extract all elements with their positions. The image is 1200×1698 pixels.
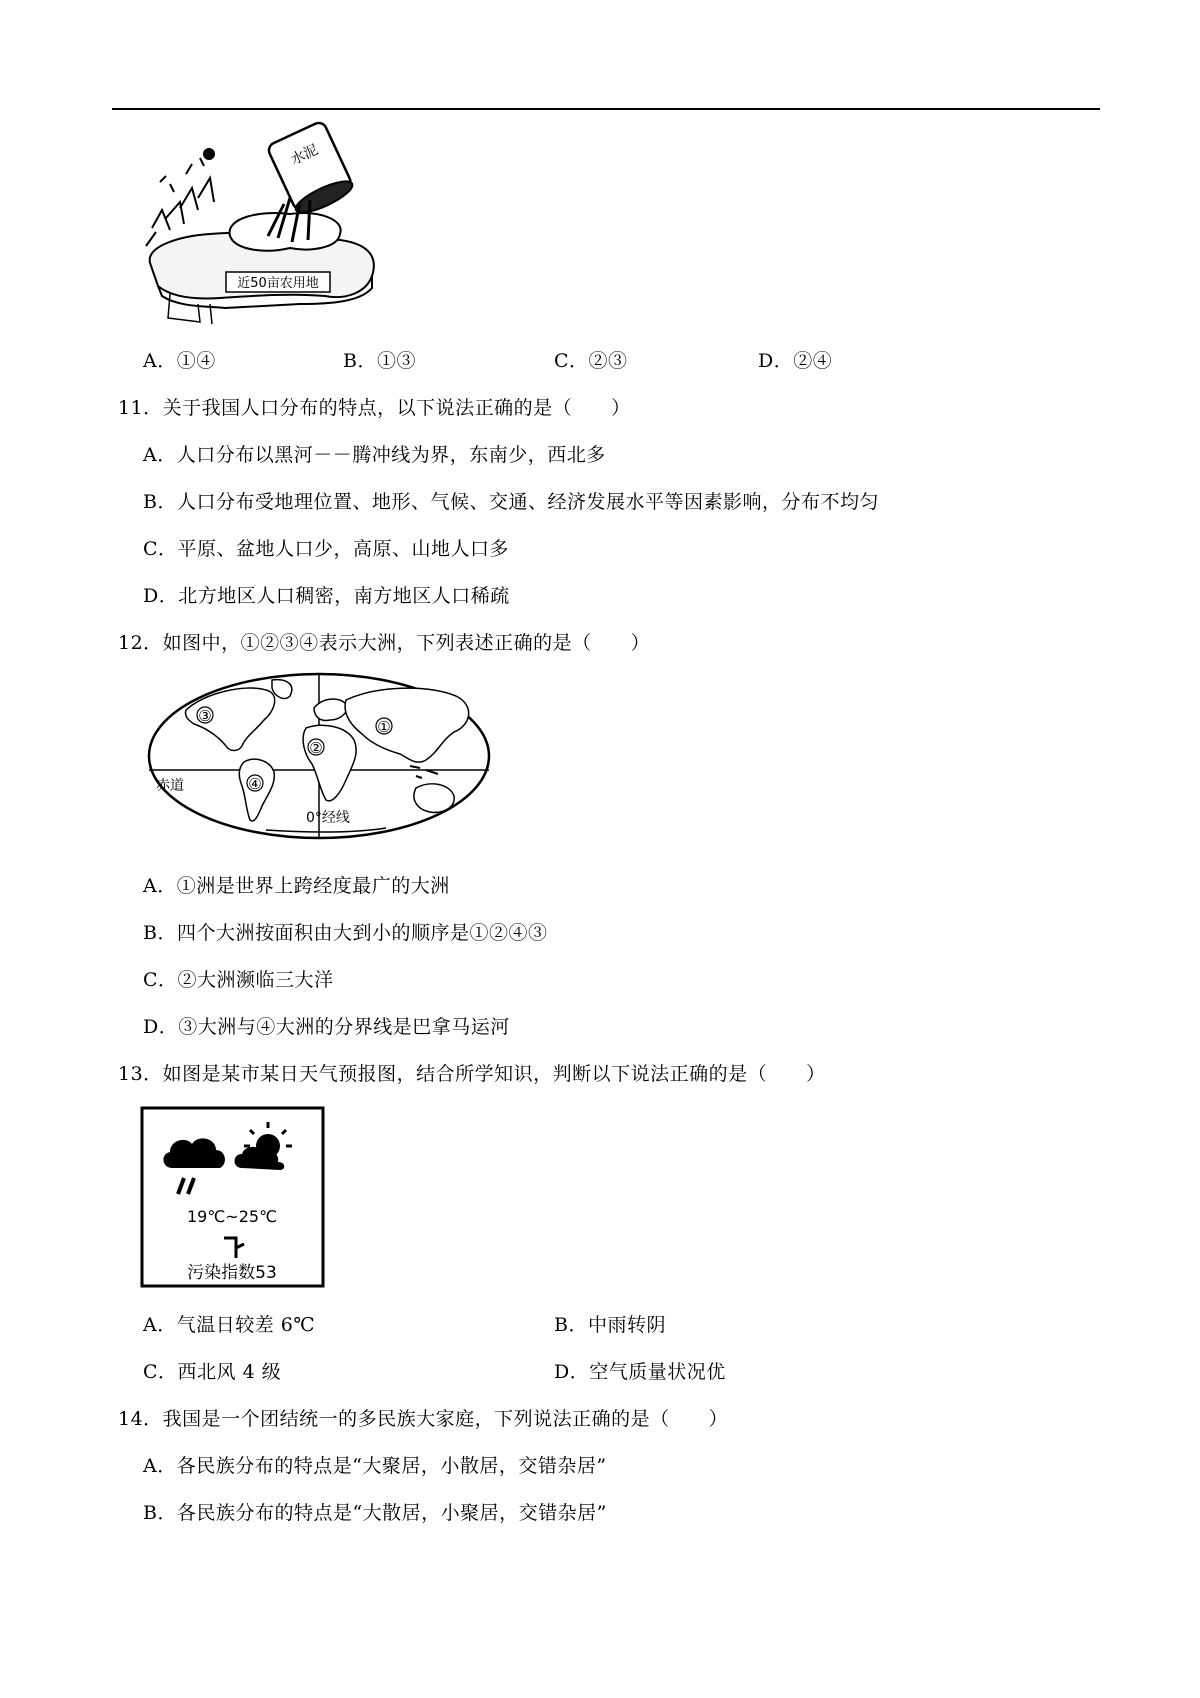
q11-option-c: C．平原、盆地人口少，高原、山地人口多	[143, 538, 510, 560]
land-label: 近50亩农用地	[237, 276, 319, 291]
equator-label: 赤道	[156, 778, 184, 794]
q11-option-b: B．人口分布受地理位置、地形、气候、交通、经济发展水平等因素影响，分布不均匀	[143, 491, 879, 513]
marker-2: ②	[309, 739, 323, 757]
q12-option-b: B．四个大洲按面积由大到小的顺序是①②④③	[143, 922, 548, 944]
option-d: D．②④	[758, 350, 833, 372]
can-label: 水泥	[288, 142, 321, 169]
q14-option-b: B．各民族分布的特点是“大散居，小聚居，交错杂居”	[143, 1502, 607, 1524]
q12-option-d: D．③大洲与④大洲的分界线是巴拿马运河	[143, 1016, 510, 1038]
weather-forecast-figure	[140, 1106, 325, 1288]
q12-option-c: C．②大洲濒临三大洋	[143, 969, 334, 991]
q13-option-c: C．西北风 4 级	[143, 1361, 282, 1383]
world-map-figure	[146, 670, 494, 842]
question-12-stem: 12．如图中，①②③④表示大洲，下列表述正确的是（ ）	[118, 632, 651, 654]
question-13-stem: 13．如图是某市某日天气预报图，结合所学知识，判断以下说法正确的是（ ）	[118, 1063, 826, 1085]
option-c: C．②③	[554, 350, 628, 372]
q11-option-d: D．北方地区人口稠密，南方地区人口稀疏	[143, 585, 510, 607]
q12-option-a: A．①洲是世界上跨经度最广的大洲	[143, 875, 450, 897]
q13-option-d: D．空气质量状况优	[554, 1361, 726, 1383]
temperature-text: 19℃~25℃	[186, 1207, 278, 1226]
question-11-stem: 11．关于我国人口分布的特点，以下说法正确的是（ ）	[118, 397, 631, 419]
q14-option-a: A．各民族分布的特点是“大聚居，小散居，交错杂居”	[143, 1455, 607, 1477]
q13-option-b: B．中雨转阴	[554, 1314, 666, 1336]
option-b: B．①③	[343, 350, 416, 372]
marker-1: ①	[377, 718, 391, 736]
pollution-text: 污染指数53	[187, 1263, 277, 1283]
marker-4: ④	[248, 775, 262, 793]
marker-3: ③	[198, 707, 212, 725]
option-a: A．①④	[143, 350, 216, 372]
cement-farmland-illustration	[140, 118, 390, 330]
meridian-label: 0°经线	[306, 810, 350, 826]
q11-option-a: A．人口分布以黑河－－腾冲线为界，东南少，西北多	[143, 444, 606, 466]
question-14-stem: 14．我国是一个团结统一的多民族大家庭，下列说法正确的是（ ）	[118, 1408, 729, 1430]
header-rule	[112, 108, 1100, 110]
q13-option-a: A．气温日较差 6℃	[143, 1314, 316, 1336]
